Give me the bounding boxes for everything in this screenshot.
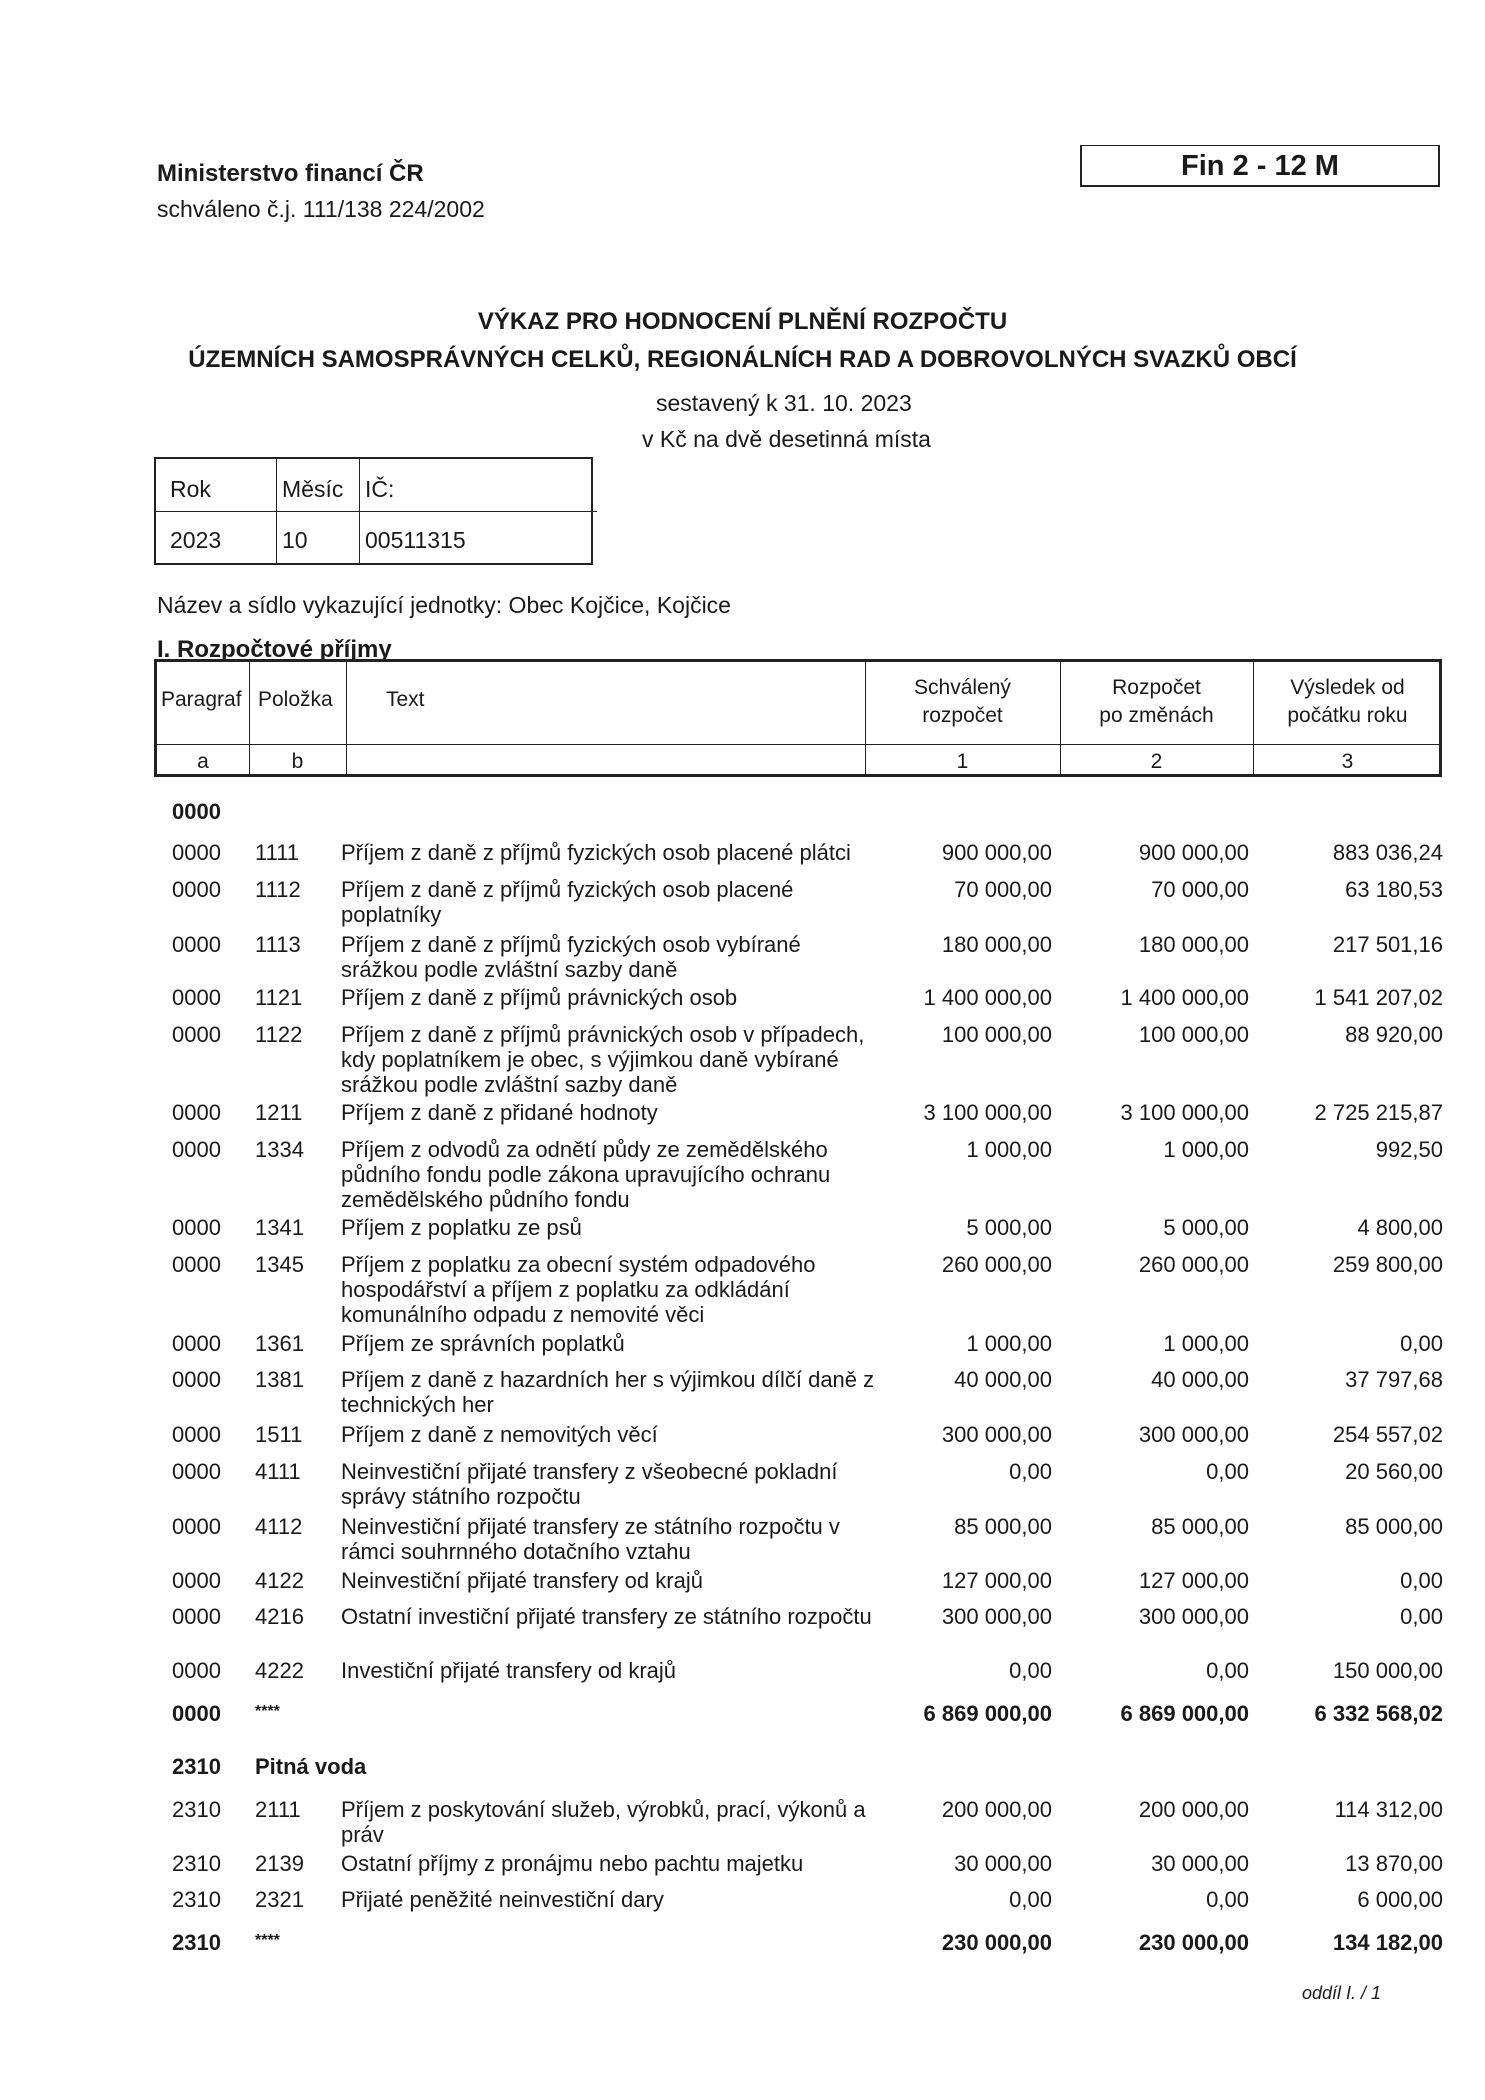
row-polozka: 1111 [255,840,300,865]
row-revised: 5 000,00 [1163,1215,1249,1240]
row-result: 6 000,00 [1357,1887,1443,1912]
row-revised: 230 000,00 [1138,1930,1249,1955]
row-revised: 40 000,00 [1151,1367,1249,1392]
row-approved: 85 000,00 [954,1514,1052,1539]
row-text: Ostatní příjmy z pronájmu nebo pachtu majetku [341,1851,804,1876]
row-paragraf: 0000 [172,1331,221,1356]
row-result: 6 332 568,02 [1314,1701,1443,1726]
row-approved: 200 000,00 [941,1797,1052,1822]
row-polozka: 1361 [255,1331,304,1356]
row-paragraf: 0000 [172,985,221,1010]
reporting-unit: Název a sídlo vykazující jednotky: Obec Kojčice, Kojčice [157,592,731,618]
row-revised: 0,00 [1206,1658,1249,1683]
row-text: Příjem z daně z příjmů právnických osob [341,985,738,1010]
row-result: 0,00 [1400,1568,1443,1593]
row-revised: 100 000,00 [1138,1022,1249,1047]
row-approved: 300 000,00 [941,1604,1052,1629]
row-group-title: Pitná voda [255,1754,367,1779]
row-result: 992,50 [1375,1137,1443,1162]
row-approved: 100 000,00 [941,1022,1052,1047]
row-text: Příjem z poplatku za obecní systém odpadového hospodářství a příjem z poplatku za odkládání komunálního odpadu z nemovité věci [341,1252,816,1327]
row-result: 883 036,24 [1332,840,1443,865]
row-text: Neinvestiční přijaté transfery z všeobecné pokladní správy státního rozpočtu [341,1459,838,1509]
identification-box [154,457,593,565]
row-approved: 1 000,00 [966,1331,1052,1356]
row-text: Příjem ze správních poplatků [341,1331,625,1356]
row-approved: 180 000,00 [941,932,1052,957]
row-revised: 70 000,00 [1151,877,1249,902]
row-revised: 85 000,00 [1151,1514,1249,1539]
row-polozka: 1511 [255,1422,303,1447]
row-approved: 0,00 [1009,1459,1052,1484]
row-text: Příjem z daně z příjmů fyzických osob placené poplatníky [341,877,794,927]
key-3: 3 [1341,750,1354,773]
row-result: 13 870,00 [1345,1851,1443,1876]
row-paragraf: 2310 [172,1797,221,1822]
row-polozka: 1334 [255,1137,304,1162]
row-result: 88 920,00 [1345,1022,1443,1047]
row-revised: 0,00 [1206,1459,1249,1484]
row-approved: 70 000,00 [954,877,1052,902]
row-approved: 40 000,00 [954,1367,1052,1392]
row-paragraf: 2310 [172,1930,221,1955]
row-text: Příjem z daně z přidané hodnoty [341,1100,658,1125]
row-approved: 1 400 000,00 [923,985,1052,1010]
row-revised: 0,00 [1206,1887,1249,1912]
row-paragraf: 0000 [172,1459,221,1484]
row-result: 134 182,00 [1332,1930,1443,1955]
row-result: 20 560,00 [1345,1459,1443,1484]
row-result: 0,00 [1400,1604,1443,1629]
row-polozka: 1113 [255,932,301,957]
col-result-2: počátku roku [1287,704,1408,727]
row-polozka: 4222 [255,1658,304,1683]
row-polozka: 1381 [255,1367,304,1392]
row-revised: 1 000,00 [1163,1137,1249,1162]
row-result: 114 312,00 [1334,1797,1443,1822]
row-revised: 30 000,00 [1151,1851,1249,1876]
row-revised: 3 100 000,00 [1120,1100,1249,1125]
key-b: b [291,750,304,773]
row-approved: 260 000,00 [941,1252,1052,1277]
row-result: 4 800,00 [1357,1215,1443,1240]
currency-note: v Kč na dvě desetinná místa [642,426,931,452]
row-result: 150 000,00 [1332,1658,1443,1683]
row-text: Příjem z daně z hazardních her s výjimkou dílčí daně z technických her [341,1367,875,1417]
row-polozka: 4112 [255,1514,303,1539]
row-text: Neinvestiční přijaté transfery ze státního rozpočtu v rámci souhrnného dotačního vztahu [341,1514,840,1564]
col-polozka: Položka [258,688,333,711]
row-paragraf: 0000 [172,1100,221,1125]
row-polozka: **** [255,1703,280,1720]
row-result: 217 501,16 [1332,932,1443,957]
row-polozka: 4216 [255,1604,304,1629]
key-2: 2 [1150,750,1163,773]
row-polozka: 4111 [255,1459,301,1484]
report-title: VÝKAZ PRO HODNOCENÍ PLNĚNÍ ROZPOČTU [477,308,1008,335]
row-revised: 900 000,00 [1138,840,1249,865]
row-text: Příjem z daně z příjmů fyzických osob vybírané srážkou podle zvláštní sazby daně [341,932,801,982]
row-approved: 1 000,00 [966,1137,1052,1162]
row-approved: 230 000,00 [941,1930,1052,1955]
row-approved: 900 000,00 [941,840,1052,865]
row-polozka: 2139 [255,1851,304,1876]
row-approved: 5 000,00 [966,1215,1052,1240]
row-paragraf: 0000 [172,799,221,824]
year-value: 2023 [170,527,222,553]
row-result: 2 725 215,87 [1314,1100,1443,1125]
row-polozka: 1345 [255,1252,304,1277]
row-revised: 1 400 000,00 [1120,985,1249,1010]
row-result: 254 557,02 [1332,1422,1443,1447]
row-paragraf: 0000 [172,1514,221,1539]
col-text: Text [386,688,425,711]
row-paragraf: 0000 [172,1568,221,1593]
row-approved: 0,00 [1009,1658,1052,1683]
row-revised: 127 000,00 [1138,1568,1249,1593]
year-label: Rok [170,476,211,502]
row-result: 85 000,00 [1345,1514,1443,1539]
row-polozka: 1112 [255,877,301,902]
key-a: a [197,750,209,773]
row-text: Příjem z poskytování služeb, výrobků, prací, výkonů a práv [341,1797,866,1847]
row-polozka: 1122 [255,1022,303,1047]
row-approved: 6 869 000,00 [923,1701,1052,1726]
form-code: Fin 2 - 12 M [1080,145,1440,187]
section-title: I. Rozpočtové příjmy [157,636,392,663]
row-paragraf: 0000 [172,1367,221,1392]
row-polozka: 1211 [255,1100,303,1125]
month-value: 10 [282,527,308,553]
row-polozka: 2321 [255,1887,304,1912]
row-polozka: 1341 [255,1215,304,1240]
row-text: Příjem z daně z nemovitých věcí [341,1422,658,1447]
row-result: 1 541 207,02 [1314,985,1443,1010]
ic-value: 00511315 [365,527,466,553]
month-label: Měsíc [282,476,344,502]
row-paragraf: 0000 [172,877,221,902]
row-result: 259 800,00 [1332,1252,1443,1277]
row-revised: 300 000,00 [1138,1604,1249,1629]
row-paragraf: 0000 [172,840,221,865]
row-approved: 30 000,00 [954,1851,1052,1876]
row-paragraf: 0000 [172,1252,221,1277]
row-revised: 300 000,00 [1138,1422,1249,1447]
row-paragraf: 0000 [172,932,221,957]
ministry-name: Ministerstvo financí ČR [157,160,424,187]
key-1: 1 [956,750,969,773]
row-approved: 300 000,00 [941,1422,1052,1447]
row-paragraf: 0000 [172,1215,221,1240]
row-approved: 0,00 [1009,1887,1052,1912]
row-paragraf: 2310 [172,1887,221,1912]
row-polozka: 1121 [255,985,303,1010]
row-paragraf: 0000 [172,1658,221,1683]
approval-number: schváleno č.j. 111/138 224/2002 [157,196,485,222]
col-revised-2: po změnách [1099,704,1214,727]
row-text: Neinvestiční přijaté transfery od krajů [341,1568,703,1593]
ic-label: IČ: [365,476,395,502]
row-paragraf: 0000 [172,1422,221,1447]
row-paragraf: 0000 [172,1137,221,1162]
table-header [154,659,1442,777]
col-approved-2: rozpočet [922,704,1003,727]
row-text: Příjem z poplatku ze psů [341,1215,582,1240]
col-revised-1: Rozpočet [1112,676,1201,699]
compiled-date: sestavený k 31. 10. 2023 [656,390,912,416]
row-polozka: **** [255,1932,280,1949]
row-text: Příjem z daně z příjmů právnických osob v případech, kdy poplatníkem je obec, s výjimkou daně vybírané srážkou podle zvláštní sazby daně [341,1022,865,1097]
row-paragraf: 2310 [172,1851,221,1876]
row-paragraf: 2310 [172,1754,221,1779]
row-approved: 127 000,00 [941,1568,1052,1593]
row-revised: 200 000,00 [1138,1797,1249,1822]
row-polozka: 4122 [255,1568,304,1593]
row-result: 63 180,53 [1345,877,1443,902]
report-subtitle: ÚZEMNÍCH SAMOSPRÁVNÝCH CELKŮ, REGIONÁLNÍCH RAD A DOBROVOLNÝCH SVAZKŮ OBCÍ [188,346,1297,373]
row-text: Příjem z daně z příjmů fyzických osob placené plátci [341,840,851,865]
row-text: Investiční přijaté transfery od krajů [341,1658,677,1683]
row-text: Příjem z odvodů za odnětí půdy ze zemědělského půdního fondu podle zákona upravujícího ochranu zemědělského půdního fondu [341,1137,831,1212]
col-approved-1: Schválený [914,676,1011,699]
page-footer: oddíl I. / 1 [1302,1983,1382,2003]
row-paragraf: 0000 [172,1022,221,1047]
row-polozka: 2111 [255,1797,301,1822]
row-revised: 6 869 000,00 [1120,1701,1249,1726]
row-revised: 260 000,00 [1138,1252,1249,1277]
row-paragraf: 0000 [172,1701,221,1726]
col-paragraf: Paragraf [161,688,242,711]
row-revised: 1 000,00 [1163,1331,1249,1356]
row-text: Ostatní investiční přijaté transfery ze státního rozpočtu [341,1604,872,1629]
row-revised: 180 000,00 [1138,932,1249,957]
row-approved: 3 100 000,00 [923,1100,1052,1125]
col-result-1: Výsledek od [1290,676,1405,699]
row-paragraf: 0000 [172,1604,221,1629]
row-text: Přijaté peněžité neinvestiční dary [341,1887,664,1912]
row-result: 0,00 [1400,1331,1443,1356]
row-result: 37 797,68 [1345,1367,1443,1392]
